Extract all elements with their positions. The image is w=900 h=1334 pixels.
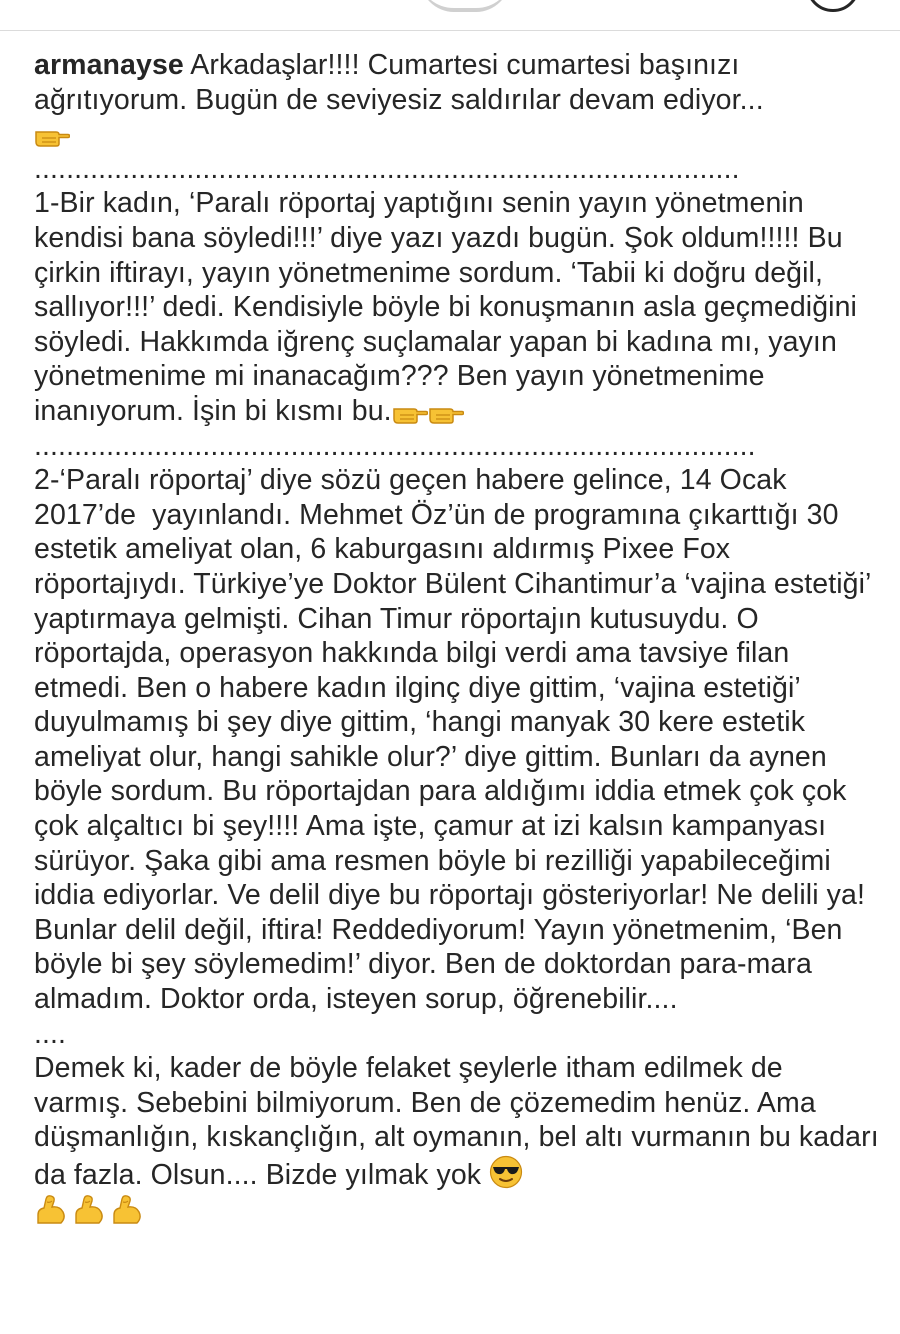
- caption-part-2: 2-‘Paralı röportaj’ diye sözü geçen habere gelince, 14 Ocak 2017’de yayınlandı. Mehmet Öz’ün de programına çıkarttığı 30 estetik ameliyat olan, 6 kaburgasını aldırmış Pixee Fox röportajıydı. Türkiye’ye Doktor Bülent Cihantimur’a ‘vajina estetiği’ yaptırmaya gelmişti. Cihan Timur röportajın kutusuydu. O röportajda, operasyon hakkında bilgi verdi ama tavsiye filan etmedi. Ben o habere kadın ilginç diye gittim, ‘vajina estetiği’ duyulmamış bi şey diye gittim, ‘hangi manyak 30 kere estetik ameliyat olur, hangi sahikle olur?’ diye gittim. Bunları da aynen böyle sordum. Bu röportajdan para aldığımı iddia etmek çok çok çok alçaltıcı bi şey!!!! Ama işte, çamur at izi kalsın kampanyası sürüyor. Şaka gibi ama resmen böyle bi rezilliği yapabileceğimi iddia ediyorlar. Ve delil diye bu röportajı gösteriyorlar! Ne delili ya! Bunlar delil değil, iftira! Reddediyorum! Yayın yönetmenim, ‘Ben böyle bi şey söylemedim!’ diyor. Ben de doktordan para-mara almadım. Doktor orda, isteyen sorup, öğrenebilir....: [34, 464, 879, 1016]
- header-title-fragment: [420, 0, 510, 12]
- separator-2: ..........................................................................................: [34, 429, 756, 462]
- flexed-biceps-icon: [110, 1193, 144, 1227]
- post-caption: [34, 48, 887, 1227]
- username-link[interactable]: armanayse: [34, 49, 184, 81]
- separator-3: ....: [34, 1017, 67, 1050]
- header-cut-off: [0, 0, 900, 30]
- header-divider: [0, 30, 900, 31]
- header-profile-circle-icon[interactable]: [806, 0, 860, 12]
- closing-text: Demek ki, kader de böyle felaket şeylerle itham edilmek de varmış. Sebebini bilmiyorum. Ben de çözemedim henüz. Ama düşmanlığın, kıskançlığın, alt oymanın, bel altı vurmanın bu kadarı da fazla. Olsun.... Bizde yılmak yok: [34, 1052, 887, 1191]
- separator-1: ........................................................................................: [34, 152, 740, 185]
- caption-part-1: [34, 186, 884, 428]
- pointing-hand-icon: [392, 400, 428, 424]
- intro-emoji-row: [34, 117, 884, 152]
- caption-closing: [34, 1051, 887, 1192]
- sunglasses-face-icon: [489, 1155, 523, 1189]
- flexed-biceps-icon: [72, 1193, 106, 1227]
- caption-intro: [34, 48, 884, 117]
- closing-emoji-row: [34, 1193, 884, 1228]
- flexed-biceps-icon: [34, 1193, 68, 1227]
- pointing-hand-icon: [34, 123, 70, 147]
- part-1-text: 1-Bir kadın, ‘Paralı röportaj yaptığını senin yayın yönetmenin kendisi bana söyledi!!!’ diye yazı yazdı bugün. Şok oldum!!!!! Bu çirkin iftirayı, yayın yönetmenime sordum. ‘Tabii ki doğru değil, sallıyor!!!’ dedi. Kendisiyle böyle bi konuşmanın asla geçmediğini söyledi. Hakkımda iğrenç suçlamalar yapan bi kadına mı, yayın yönetmenime mi inanacağım??? Ben yayın yönetmenime inanıyorum. İşin bi kısmı bu.: [34, 187, 866, 427]
- caption-intro-text: Arkadaşlar!!!! Cumartesi cumartesi başınızı ağrıtıyorum. Bugün de seviyesiz saldırılar devam ediyor...: [34, 49, 764, 116]
- pointing-hand-icon: [428, 400, 464, 424]
